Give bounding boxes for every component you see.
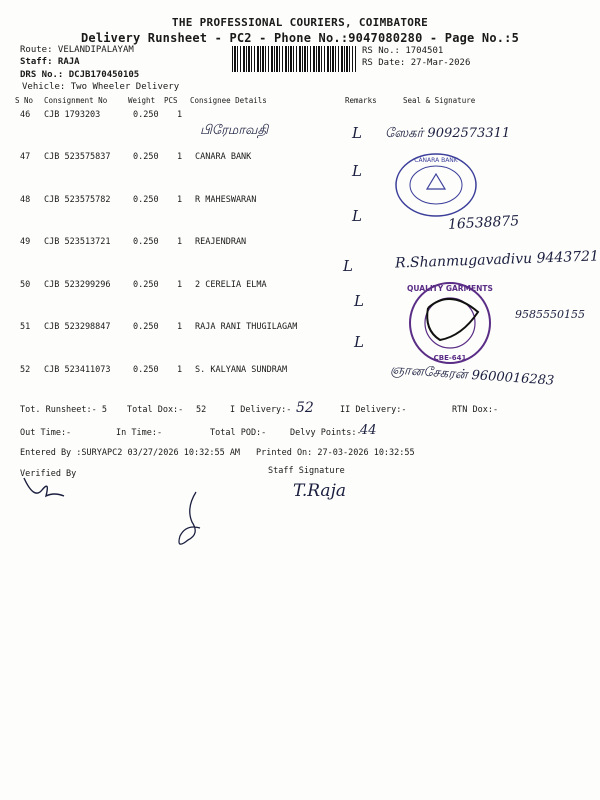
- col-remarks: Remarks: [345, 96, 377, 105]
- printed-on: Printed On: 27-03-2026 10:32:55: [256, 448, 415, 458]
- i-delivery-hand: 52: [296, 400, 314, 416]
- col-consignee: Consignee Details: [190, 96, 267, 105]
- tot-runsheet: Tot. Runsheet:- 5: [20, 405, 107, 415]
- row-weight: 0.250: [133, 365, 159, 375]
- rtn-dox-label: RTN Dox:-: [452, 405, 499, 415]
- row-consignee: CANARA BANK: [195, 152, 252, 162]
- total-dox-label: Total Dox:-: [127, 405, 184, 415]
- remark-mark: L: [352, 207, 362, 225]
- row-sno: 51: [20, 322, 31, 332]
- row-pcs: 1: [177, 322, 183, 332]
- row-sno: 50: [20, 280, 31, 290]
- remark-mark: L: [352, 124, 362, 142]
- ii-delivery-label: II Delivery:-: [340, 405, 407, 415]
- barcode: [232, 46, 356, 72]
- remark-mark: L: [352, 162, 362, 180]
- row-consignment: CJB 523575782: [44, 195, 111, 205]
- table-row: [0, 322, 600, 338]
- remark-mark: L: [354, 333, 364, 351]
- remark-mark: L: [354, 292, 364, 310]
- row-pcs: 1: [177, 280, 183, 290]
- col-weight: Weight: [128, 96, 156, 105]
- scribble-signature: [166, 488, 212, 558]
- company-name: THE PROFESSIONAL COURIERS, COIMBATORE: [171, 16, 429, 29]
- row-weight: 0.250: [133, 110, 159, 120]
- out-time-label: Out Time:-: [20, 428, 72, 438]
- total-pod-label: Total POD:-: [210, 428, 267, 438]
- row-pcs: 1: [177, 110, 183, 120]
- row-pcs: 1: [177, 152, 183, 162]
- canara-bank-stamp: [392, 150, 480, 220]
- delvy-points-hand: 44: [360, 423, 377, 438]
- row-weight: 0.250: [133, 195, 159, 205]
- signature-52: ஞானசேகரன் 9600016283: [389, 362, 555, 389]
- row-consignee: REAJENDRAN: [195, 237, 247, 247]
- signature-48: 16538875: [447, 213, 520, 233]
- row-consignee: S. KALYANA SUNDRAM: [195, 365, 288, 375]
- quality-garments-stamp: [400, 278, 500, 368]
- rs-date: RS Date: 27-Mar-2026: [362, 58, 471, 68]
- row-pcs: 1: [177, 365, 183, 375]
- entered-by: Entered By :SURYAPC2 03/27/2026 10:32:55 AM: [20, 448, 241, 458]
- col-consignment: Consignment No: [44, 96, 108, 105]
- row-weight: 0.250: [133, 280, 159, 290]
- route: Route: VELANDIPALAYAM: [20, 45, 134, 55]
- signature-49: R.Shanmugavadivu 9443721: [394, 248, 600, 272]
- row-pcs: 1: [177, 195, 183, 205]
- i-delivery-label: I Delivery:-: [230, 405, 292, 415]
- row-sno: 49: [20, 237, 31, 247]
- col-seal: Seal & Signature: [403, 96, 476, 105]
- row-consignee: 2 CERELIA ELMA: [195, 280, 267, 290]
- vehicle: Vehicle: Two Wheeler Delivery: [22, 82, 180, 92]
- row-consignment: CJB 523411073: [44, 365, 111, 375]
- row-sno: 52: [20, 365, 31, 375]
- stamp-text-quality: QUALITY GARMENTS: [407, 284, 493, 293]
- signature-51: 9585550155: [515, 308, 585, 321]
- rs-number: RS No.: 1704501: [362, 46, 444, 56]
- runsheet-title: Delivery Runsheet - PC2 - Phone No.:9047080280 - Page No.:5: [80, 31, 520, 45]
- row-weight: 0.250: [133, 152, 159, 162]
- table-row: [0, 280, 600, 296]
- verified-by-label: Verified By: [20, 469, 77, 479]
- row-consignment: CJB 523575837: [44, 152, 111, 162]
- verified-signature: [20, 470, 70, 506]
- row-consignee: RAJA RANI THUGILAGAM: [195, 322, 298, 332]
- table-row: [0, 195, 600, 211]
- drs-number: DRS No.: DCJB170450105: [20, 70, 140, 80]
- row-consignment: CJB 1793203: [44, 110, 101, 120]
- row-sno: 46: [20, 110, 31, 120]
- row-sno: 47: [20, 152, 31, 162]
- stamp-text-canara: CANARA BANK: [414, 157, 458, 164]
- delvy-points-label: Delvy Points:-: [290, 428, 362, 438]
- staff-signature-hand: T.Raja: [293, 481, 346, 501]
- remark-mark: L: [343, 257, 353, 275]
- col-sno: S No: [15, 96, 34, 105]
- staff: Staff: RAJA: [20, 57, 80, 67]
- row-pcs: 1: [177, 237, 183, 247]
- staff-signature-label: Staff Signature: [268, 466, 345, 476]
- row-consignee: R MAHESWARAN: [195, 195, 257, 205]
- table-row: [0, 110, 600, 126]
- in-time-label: In Time:-: [116, 428, 163, 438]
- signature-46: ஸேகர் 9092573311: [385, 126, 511, 141]
- col-pcs: PCS: [164, 96, 178, 105]
- total-dox-value: 52: [196, 405, 207, 415]
- row-weight: 0.250: [133, 237, 159, 247]
- row-consignment: CJB 523513721: [44, 237, 111, 247]
- row-consignment: CJB 523299296: [44, 280, 111, 290]
- row-consignment: CJB 523298847: [44, 322, 111, 332]
- stamp-text-cbe: CBE-641: [433, 354, 467, 362]
- handwritten-consignee-46: பிரேமாவதி: [200, 123, 269, 138]
- table-row: [0, 152, 600, 168]
- row-sno: 48: [20, 195, 31, 205]
- row-weight: 0.250: [133, 322, 159, 332]
